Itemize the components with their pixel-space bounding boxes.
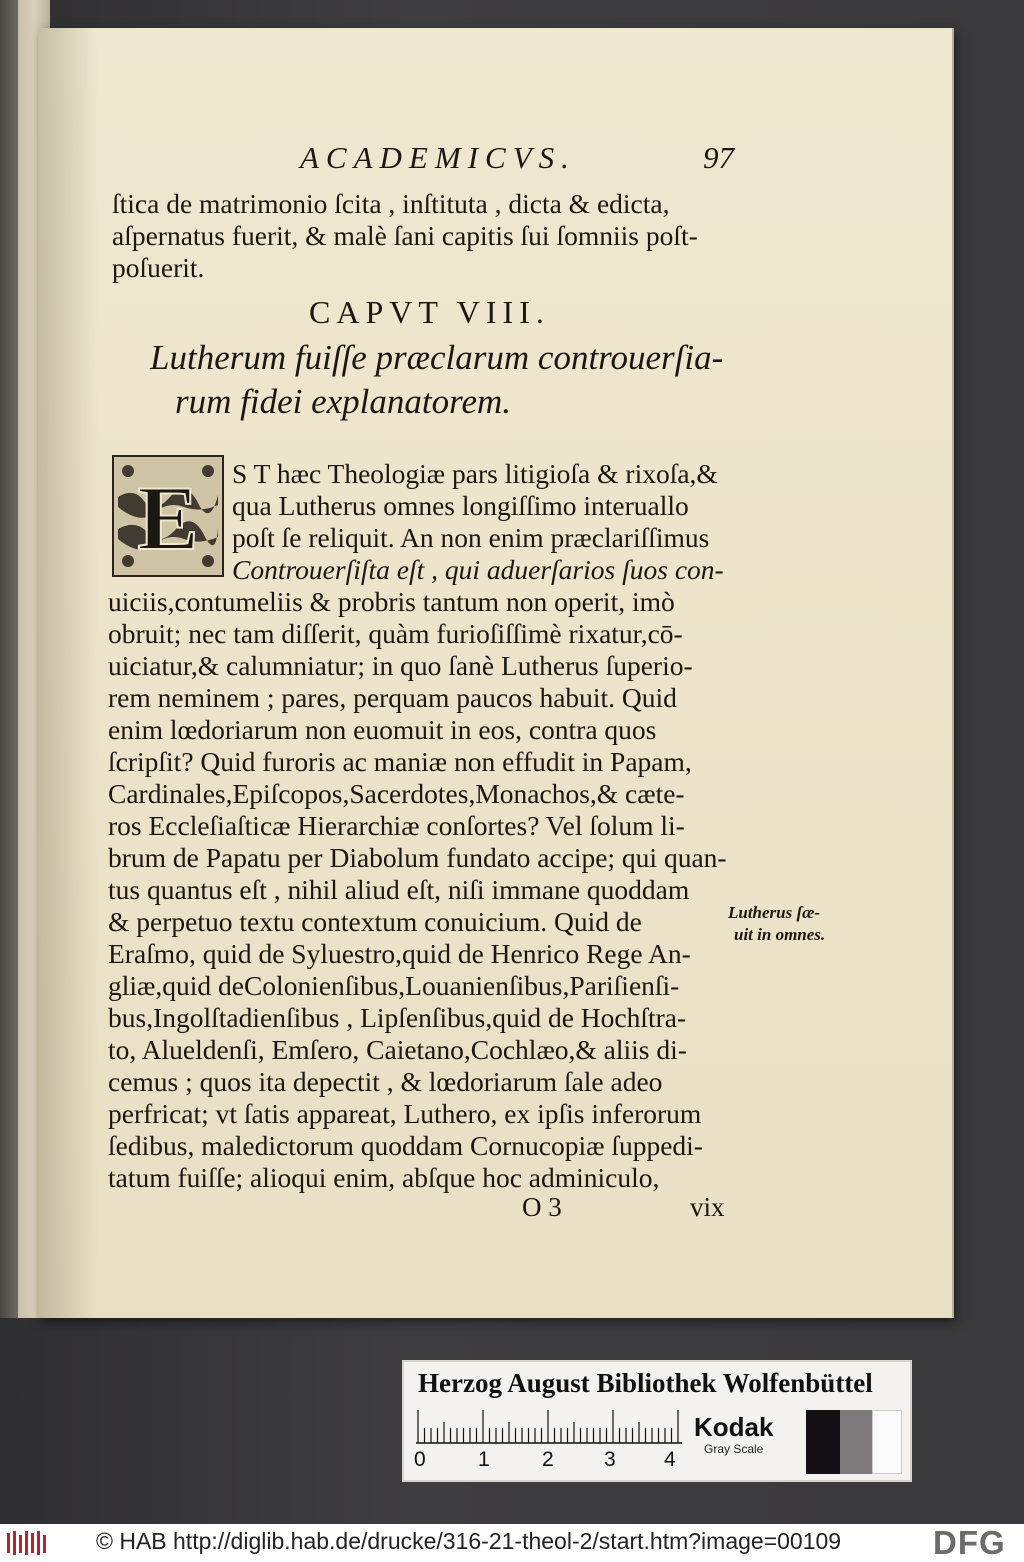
body-line: Controuerſiſta eſt , qui aduerſarios ſuos con- — [232, 554, 724, 585]
dfg-logo: DFG — [933, 1524, 1006, 1561]
kodak-logo: Kodak — [694, 1412, 774, 1442]
binding-strip — [0, 0, 18, 1318]
body-line: gliæ,quid deColonienſibus,Louanienſibus,Pariſienſi- — [108, 970, 680, 1001]
ruler-number: 0 — [414, 1448, 426, 1471]
library-color-card — [404, 1362, 910, 1480]
running-head — [300, 140, 740, 184]
library-name: Herzog August Bibliothek Wolfenbüttel — [418, 1368, 873, 1398]
gray-scale-label: Gray Scale — [704, 1442, 764, 1456]
body-line: tatum fuiſſe; alioqui enim, abſque hoc adminiculo, — [108, 1162, 660, 1193]
swatch-white — [872, 1410, 902, 1474]
swatch-gray — [840, 1410, 872, 1474]
gutter-shadow — [38, 28, 98, 1318]
body-line: to, Alueldenſi, Emſero, Caietano,Cochlæo,& aliis di- — [108, 1034, 687, 1065]
intro-line: aſpernatus fuerit, & malè ſani capitis ſui ſomniis poſt- — [112, 220, 698, 251]
body-line: rem neminem ; pares, perquam paucos habuit. Quid — [108, 682, 677, 713]
initial-letter: E — [137, 467, 199, 569]
body-line: perfricat; vt ſatis appareat, Luthero, ex ipſis inferorum — [108, 1098, 702, 1129]
body-line: cemus ; quos ita depectit , & lœdoriarum ſale adeo — [108, 1066, 663, 1097]
signature-mark: O 3 — [522, 1192, 562, 1222]
swatch-black — [806, 1410, 840, 1474]
marginal-note-line: Lutherus ſæ- — [728, 903, 821, 922]
page-number: 97 — [703, 140, 734, 175]
footer-credit-link[interactable]: © HAB http://diglib.hab.de/drucke/316-21-theol-2/start.htm?image=00109 — [96, 1528, 842, 1554]
chapter-heading: CAPVT VIII. — [309, 294, 550, 330]
body-line: Eraſmo, quid de Syluestro,quid de Henrico Rege An- — [108, 938, 691, 969]
decorated-initial — [112, 455, 224, 577]
body-line: ſcripſit? Quid furoris ac maniæ non effudit in Papam, — [108, 746, 692, 777]
body-line: uiciis,contumeliis & probris tantum non operit, imò — [108, 586, 675, 617]
ruler-number: 2 — [542, 1448, 554, 1471]
body-line: brum de Papatu per Diabolum fundato accipe; qui quan- — [108, 842, 727, 873]
body-line: & perpetuo textu contextum conuicium. Quid de — [108, 906, 642, 937]
chapter-subtitle-line: Lutherum fuiſſe præclarum controuerſia- — [150, 338, 724, 377]
marginal-note-line: uit in omnes. — [734, 925, 826, 944]
catchword: vix — [690, 1192, 725, 1222]
body-line: S T hæc Theologiæ pars litigioſa & rixoſa,& — [232, 458, 718, 489]
body-line: ros Eccleſiaſticæ Hierarchiæ conſortes? Vel ſolum li- — [108, 810, 685, 841]
ruler-number: 4 — [664, 1448, 676, 1471]
ornament-icon — [114, 457, 222, 575]
ruler-number: 1 — [478, 1448, 490, 1471]
footer-bar — [0, 1524, 1024, 1562]
body-line: bus,Ingolſtadienſibus , Lipſenſibus,quid de Hochſtra- — [108, 1002, 687, 1033]
hab-logo-icon — [6, 1529, 50, 1557]
chapter-subtitle-line: rum fidei explanatorem. — [175, 382, 512, 421]
running-head-title: ACADEMICVS. — [300, 140, 576, 175]
body-line: poſt ſe reliquit. An non enim præclariſſimus — [232, 522, 710, 553]
body-line: enim lœdoriarum non euomuit in eos, contra quos — [108, 714, 657, 745]
ruler-scale — [416, 1410, 684, 1444]
body-line: ſedibus, maledictorum quoddam Cornucopiæ ſuppedi- — [108, 1130, 703, 1161]
ruler-number: 3 — [604, 1448, 616, 1471]
body-line: Cardinales,Epiſcopos,Sacerdotes,Monachos,& cæte- — [108, 778, 685, 809]
intro-line: ſtica de matrimonio ſcita , inſtituta , dicta & edicta, — [112, 188, 670, 219]
body-line: obruit; nec tam diſſerit, quàm furioſiſſimè rixatur,cō- — [108, 618, 683, 649]
intro-line: poſuerit. — [112, 252, 205, 283]
body-line: tus quantus eſt , nihil aliud eſt, niſi immane quoddam — [108, 874, 690, 905]
body-line: qua Lutherus omnes longiſſimo interuallo — [232, 490, 689, 521]
body-line: uiciatur,& calumniatur; in quo ſanè Lutherus ſuperio- — [108, 650, 693, 681]
